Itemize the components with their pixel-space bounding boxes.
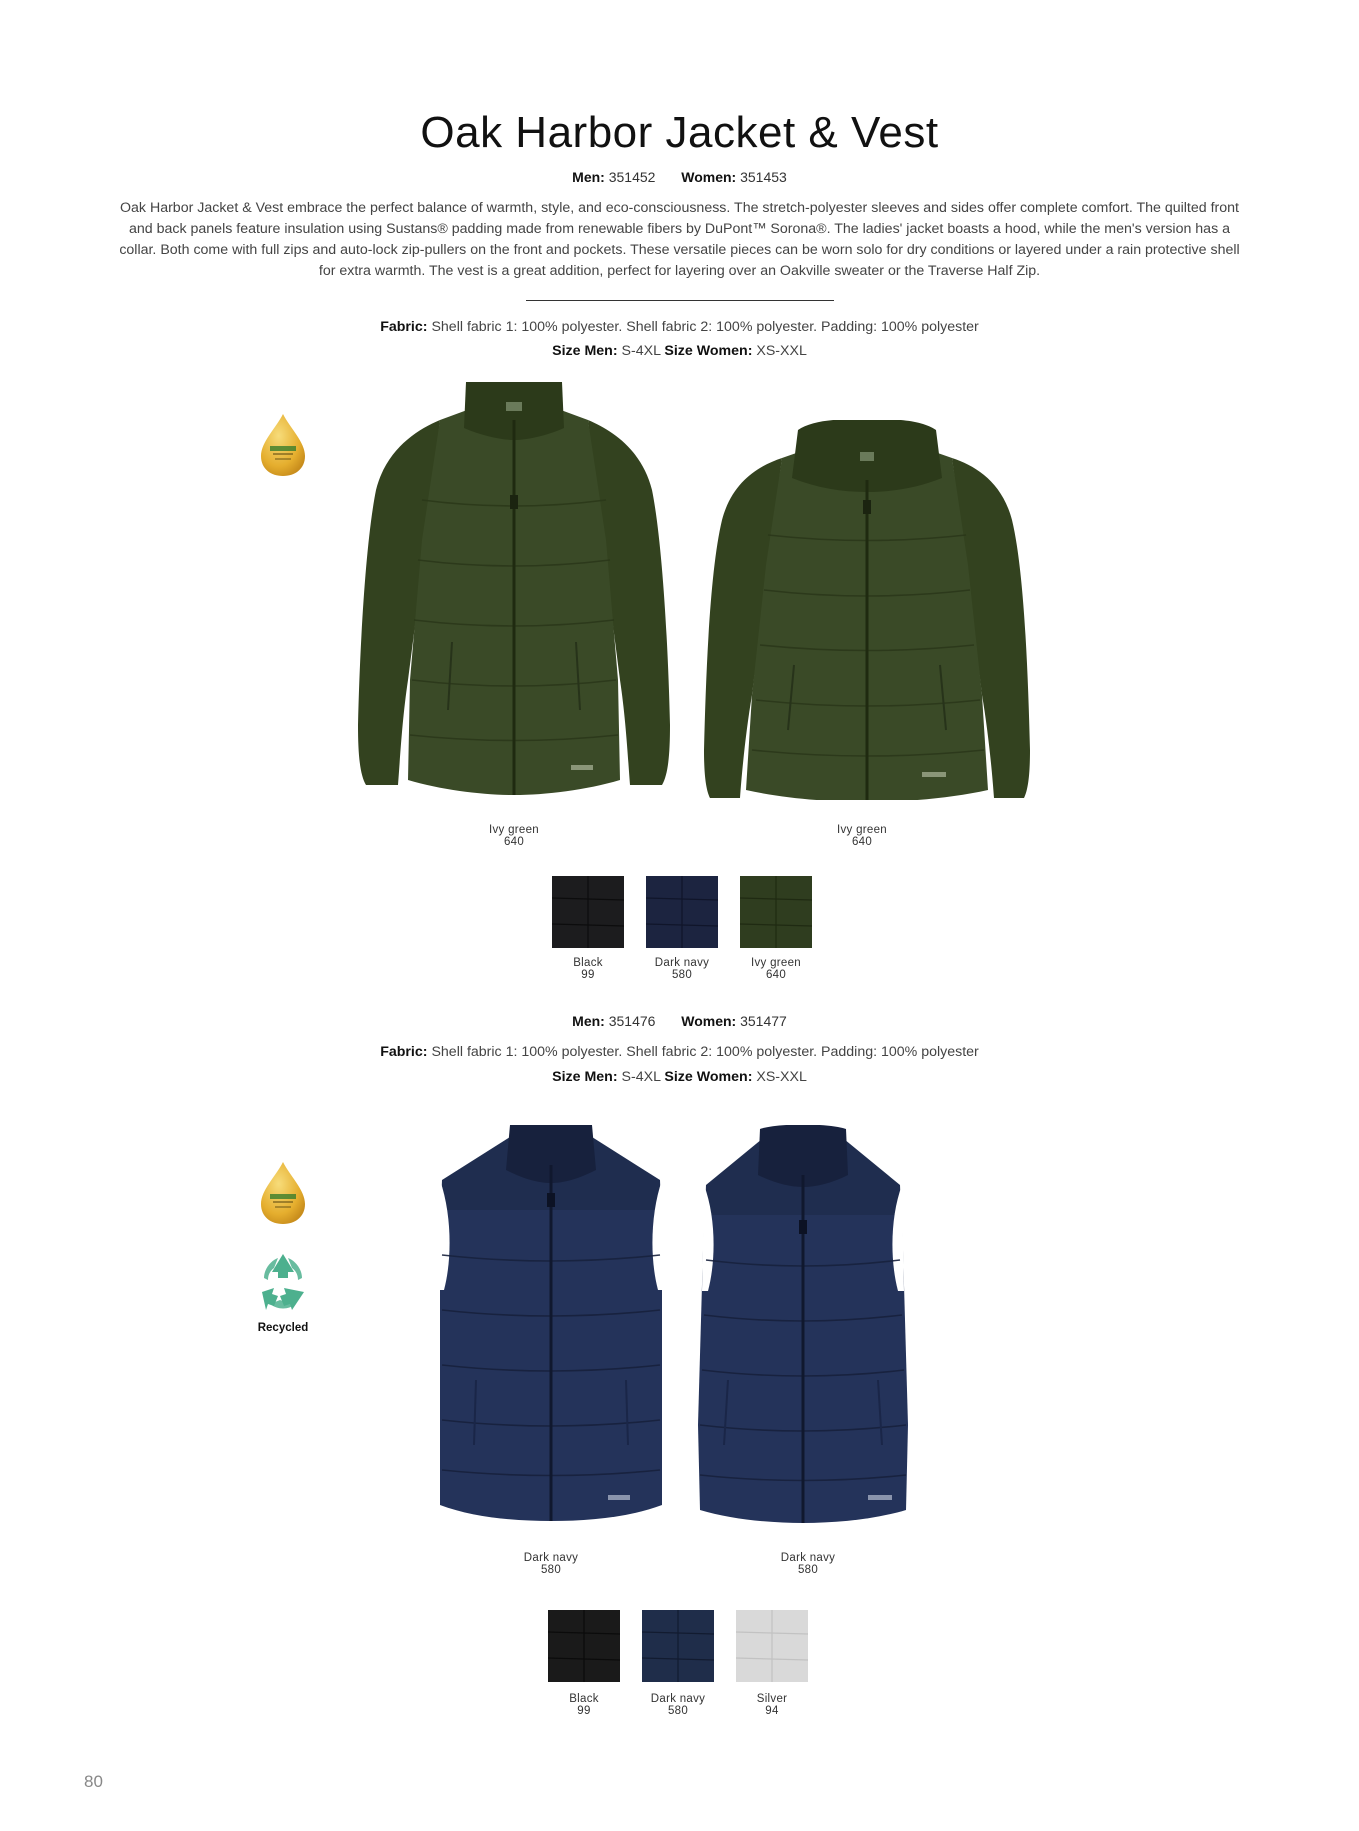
mens-jacket-image (356, 380, 672, 805)
page-number: 80 (84, 1772, 103, 1791)
recycled-label: Recycled (257, 1322, 309, 1334)
jacket-sizes (0, 343, 1359, 359)
jacket-article-numbers (0, 169, 1359, 185)
fabric-label: Fabric: (380, 319, 428, 335)
color-code: 94 (765, 1705, 779, 1717)
swatch-caption-ivy-green (716, 957, 836, 981)
women-label: Women: (681, 169, 737, 185)
womens-jacket-image (702, 420, 1032, 805)
men-article-number: 351476 (608, 1013, 656, 1029)
swatch-silver[interactable] (736, 1610, 808, 1687)
color-code: 99 (577, 1705, 591, 1717)
size-women-label: Size Women: (664, 343, 753, 359)
color-name: Ivy green (488, 824, 539, 836)
women-article-number: 351477 (740, 1013, 787, 1029)
swatch-ivy-green[interactable] (740, 876, 812, 953)
color-code: 99 (581, 969, 595, 981)
mens-jacket-caption (454, 824, 574, 848)
color-code: 640 (503, 836, 525, 848)
swatch-caption-silver (712, 1693, 832, 1717)
sustans-badge-icon (258, 412, 308, 483)
color-name: Dark navy (654, 957, 710, 969)
color-name: Black (569, 1693, 599, 1705)
color-code: 580 (540, 1564, 562, 1576)
mens-vest-image (440, 1125, 662, 1530)
size-men-value: S-4XL (621, 1069, 661, 1085)
women-article-number: 351453 (740, 169, 787, 185)
color-code: 580 (671, 969, 693, 981)
divider (526, 300, 834, 301)
size-women-value: XS-XXL (756, 1069, 807, 1085)
womens-jacket-caption (802, 824, 922, 848)
color-name: Dark navy (523, 1552, 579, 1564)
womens-vest-image (698, 1125, 908, 1530)
color-name: Dark navy (780, 1552, 836, 1564)
women-label: Women: (681, 1013, 737, 1029)
color-code: 580 (797, 1564, 819, 1576)
jacket-fabric (0, 319, 1359, 335)
swatch-dark-navy[interactable] (646, 876, 718, 953)
vest-fabric (0, 1044, 1359, 1060)
fabric-label: Fabric: (380, 1044, 428, 1060)
size-men-value: S-4XL (621, 343, 661, 359)
color-code: 640 (851, 836, 873, 848)
color-name: Ivy green (750, 957, 801, 969)
vest-article-numbers (0, 1013, 1359, 1029)
mens-vest-caption (491, 1552, 611, 1576)
size-women-value: XS-XXL (756, 343, 807, 359)
size-men-label: Size Men: (552, 1069, 618, 1085)
swatch-black[interactable] (552, 876, 624, 953)
sustans-badge-icon (258, 1160, 308, 1231)
color-name: Black (573, 957, 603, 969)
womens-vest-caption (748, 1552, 868, 1576)
color-name: Silver (756, 1693, 788, 1705)
men-label: Men: (572, 1013, 605, 1029)
color-code: 640 (765, 969, 787, 981)
color-name: Dark navy (650, 1693, 706, 1705)
size-women-label: Size Women: (664, 1069, 753, 1085)
men-article-number: 351452 (608, 169, 656, 185)
color-name: Ivy green (836, 824, 887, 836)
recycled-icon (250, 1248, 316, 1319)
swatch-black[interactable] (548, 1610, 620, 1687)
fabric-value: Shell fabric 1: 100% polyester. Shell fabric 2: 100% polyester. Padding: 100% polyester (431, 319, 979, 335)
size-men-label: Size Men: (552, 343, 618, 359)
vest-sizes (0, 1069, 1359, 1085)
page-title: Oak Harbor Jacket & Vest (420, 108, 939, 157)
fabric-value: Shell fabric 1: 100% polyester. Shell fabric 2: 100% polyester. Padding: 100% polyester (431, 1044, 979, 1060)
product-description: Oak Harbor Jacket & Vest embrace the perfect balance of warmth, style, and eco-consciousness. The stretch-polyester sleeves and sides offer complete comfort. The quilted front and back panels feature insulation using Sustans® padding made from renewable fibers by DuPont™ Sorona®. The ladies' jacket boasts a hood, while the men's version has a collar. Both come with full zips and auto-lock zip-pullers on the front and pockets. These versatile pieces can be worn solo for dry conditions or layered under a rain protective shell for extra warmth. The vest is a great addition, perfect for layering over an Oakville sweater or the Traverse Half Zip. (119, 200, 1240, 279)
men-label: Men: (572, 169, 605, 185)
swatch-dark-navy[interactable] (642, 1610, 714, 1687)
color-code: 580 (667, 1705, 689, 1717)
